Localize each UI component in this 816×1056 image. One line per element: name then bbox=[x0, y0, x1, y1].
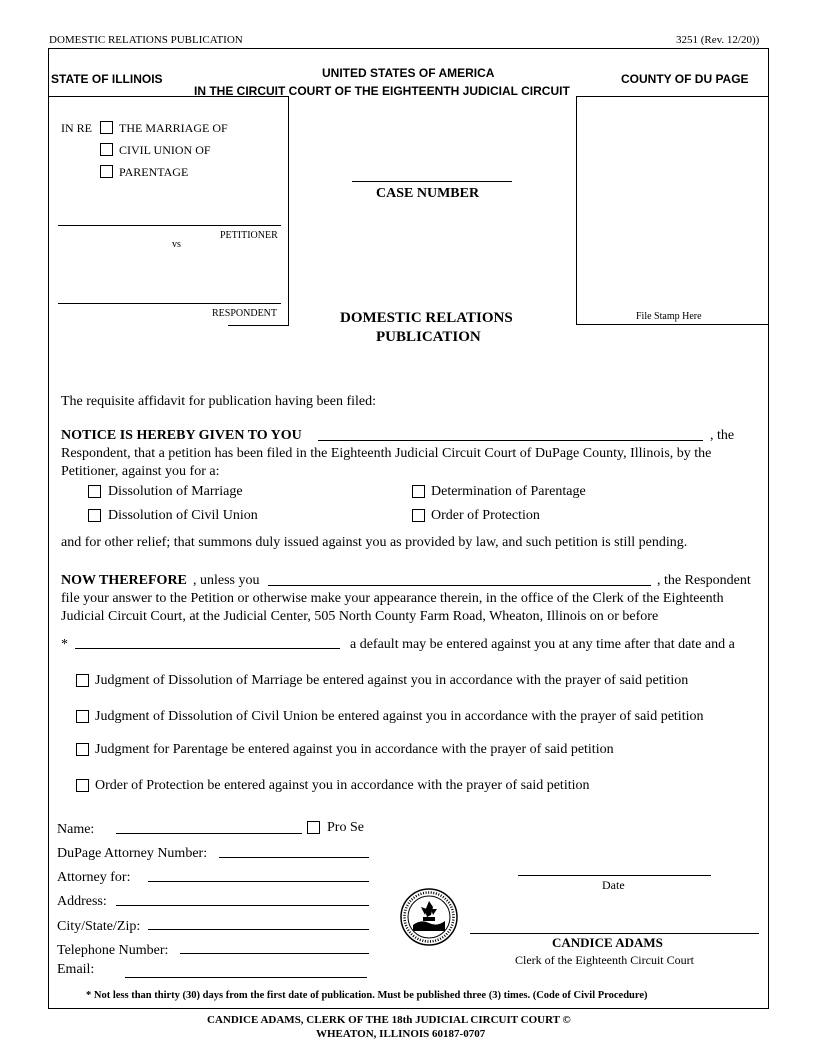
clerk-title: Clerk of the Eighteenth Circuit Court bbox=[515, 953, 694, 967]
other-relief-text: and for other relief; that summons duly issued against you as provided by law, and such petition is still pending. bbox=[61, 535, 688, 550]
pro-se-checkbox[interactable] bbox=[307, 821, 320, 834]
telephone-label: Telephone Number: bbox=[57, 943, 169, 958]
order-protection-label: Order of Protection bbox=[431, 508, 540, 523]
petitioner-input[interactable] bbox=[58, 211, 281, 226]
city-input[interactable] bbox=[148, 915, 369, 930]
form-revision: 3251 (Rev. 12/20)) bbox=[676, 34, 760, 46]
left-box-bottom bbox=[228, 325, 289, 326]
marriage-checkbox[interactable] bbox=[100, 121, 113, 134]
notice-the: , the bbox=[710, 428, 735, 443]
respondent-label: RESPONDENT bbox=[212, 308, 278, 319]
judgment-marriage-checkbox[interactable] bbox=[76, 674, 89, 687]
parentage-label: PARENTAGE bbox=[119, 165, 189, 179]
state-label: STATE OF ILLINOIS bbox=[51, 72, 163, 86]
address-input[interactable] bbox=[116, 891, 369, 906]
case-number-input[interactable] bbox=[352, 167, 512, 182]
telephone-input[interactable] bbox=[180, 939, 369, 954]
on-or-before-date-input[interactable] bbox=[75, 634, 340, 649]
stamp-box-top bbox=[576, 96, 769, 97]
stamp-box-left bbox=[576, 96, 577, 325]
in-re-label: IN RE bbox=[61, 121, 92, 135]
judgment-civil-union-label: Judgment of Dissolution of Civil Union be entered against you in accordance with the prayer of said petition bbox=[95, 709, 704, 724]
court-seal-icon bbox=[399, 887, 459, 947]
name-label: Name: bbox=[57, 822, 95, 837]
dissolution-marriage-label: Dissolution of Marriage bbox=[108, 484, 243, 499]
judgment-parentage-checkbox[interactable] bbox=[76, 743, 89, 756]
court-label: IN THE CIRCUIT COURT OF THE EIGHTEENTH JUDICIAL CIRCUIT bbox=[194, 84, 570, 98]
clerk-name: CANDICE ADAMS bbox=[552, 935, 663, 950]
header-rule bbox=[48, 48, 769, 49]
email-label: Email: bbox=[57, 962, 95, 977]
petitioner-label: PETITIONER bbox=[220, 230, 278, 241]
country-label: UNITED STATES OF AMERICA bbox=[322, 66, 495, 80]
attorney-for-input[interactable] bbox=[148, 867, 369, 882]
respondent-name-input[interactable] bbox=[318, 426, 703, 441]
parentage-checkbox[interactable] bbox=[100, 165, 113, 178]
affidavit-text: The requisite affidavit for publication having been filed: bbox=[61, 394, 377, 409]
address-label: Address: bbox=[57, 894, 107, 909]
marriage-label: THE MARRIAGE OF bbox=[119, 121, 228, 135]
asterisk-mark: * bbox=[61, 637, 68, 652]
judgment-protection-checkbox[interactable] bbox=[76, 779, 89, 792]
now-therefore-lead: NOW THEREFORE bbox=[61, 573, 187, 588]
judgment-parentage-label: Judgment for Parentage be entered against you in accordance with the prayer of said petition bbox=[95, 742, 614, 757]
now-unless-text: , unless you bbox=[193, 573, 260, 588]
doc-title-line1: DOMESTIC RELATIONS bbox=[340, 310, 513, 326]
footer-line-2: WHEATON, ILLINOIS 60187-0707 bbox=[316, 1028, 486, 1040]
determination-parentage-label: Determination of Parentage bbox=[431, 484, 586, 499]
attorney-for-label: Attorney for: bbox=[57, 870, 131, 885]
civil-union-checkbox[interactable] bbox=[100, 143, 113, 156]
unless-you-input[interactable] bbox=[268, 571, 651, 586]
clerk-signature-line bbox=[470, 933, 759, 934]
name-input[interactable] bbox=[116, 819, 302, 834]
frame-right bbox=[768, 48, 769, 1009]
judgment-protection-label: Order of Protection be entered against you in accordance with the prayer of said petition bbox=[95, 778, 590, 793]
stamp-box-bottom bbox=[576, 324, 769, 325]
judgment-marriage-label: Judgment of Dissolution of Marriage be entered against you in accordance with the prayer of said petition bbox=[95, 673, 689, 688]
civil-union-label: CIVIL UNION OF bbox=[119, 143, 211, 157]
left-box-top bbox=[48, 96, 288, 97]
respondent-input[interactable] bbox=[58, 289, 281, 304]
left-box-right bbox=[288, 96, 289, 326]
dissolution-civil-union-checkbox[interactable] bbox=[88, 509, 101, 522]
notice-lead: NOTICE IS HEREBY GIVEN TO YOU bbox=[61, 428, 302, 443]
notice-text-1: Respondent, that a petition has been filed in the Eighteenth Judicial Circuit Court of DuPage County, Illinois, by the bbox=[61, 446, 712, 461]
footnote: * Not less than thirty (30) days from the first date of publication. Must be published three (3) times. (Code of Civil Procedure) bbox=[86, 990, 648, 1001]
attorney-number-label: DuPage Attorney Number: bbox=[57, 846, 208, 861]
pro-se-label: Pro Se bbox=[327, 820, 364, 835]
email-input[interactable] bbox=[125, 963, 367, 978]
dissolution-marriage-checkbox[interactable] bbox=[88, 485, 101, 498]
determination-parentage-checkbox[interactable] bbox=[412, 485, 425, 498]
county-label: COUNTY OF DU PAGE bbox=[621, 72, 749, 86]
frame-left bbox=[48, 48, 49, 1009]
file-stamp-label: File Stamp Here bbox=[636, 311, 702, 322]
date-input[interactable] bbox=[518, 861, 711, 876]
date-label: Date bbox=[602, 878, 625, 892]
default-text: a default may be entered against you at any time after that date and a bbox=[350, 637, 735, 652]
order-protection-checkbox[interactable] bbox=[412, 509, 425, 522]
frame-bottom bbox=[48, 1008, 769, 1009]
form-name: DOMESTIC RELATIONS PUBLICATION bbox=[49, 34, 243, 46]
case-number-label: CASE NUMBER bbox=[376, 186, 480, 201]
dissolution-civil-union-label: Dissolution of Civil Union bbox=[108, 508, 258, 523]
now-respondent-text: , the Respondent bbox=[657, 573, 751, 588]
notice-text-2: Petitioner, against you for a: bbox=[61, 464, 220, 479]
now-text-1: file your answer to the Petition or otherwise make your appearance therein, in the office of the Clerk of the Eighteenth bbox=[61, 591, 724, 606]
doc-title-line2: PUBLICATION bbox=[376, 329, 481, 345]
judgment-civil-union-checkbox[interactable] bbox=[76, 710, 89, 723]
footer-line-1: CANDICE ADAMS, CLERK OF THE 18th JUDICIAL CIRCUIT COURT © bbox=[207, 1014, 571, 1026]
attorney-number-input[interactable] bbox=[219, 843, 369, 858]
city-label: City/State/Zip: bbox=[57, 919, 141, 934]
vs-label: vs bbox=[172, 239, 181, 250]
now-text-2: Judicial Circuit Court, at the Judicial Center, 505 North County Farm Road, Wheaton, Illinois on or before bbox=[61, 609, 659, 624]
